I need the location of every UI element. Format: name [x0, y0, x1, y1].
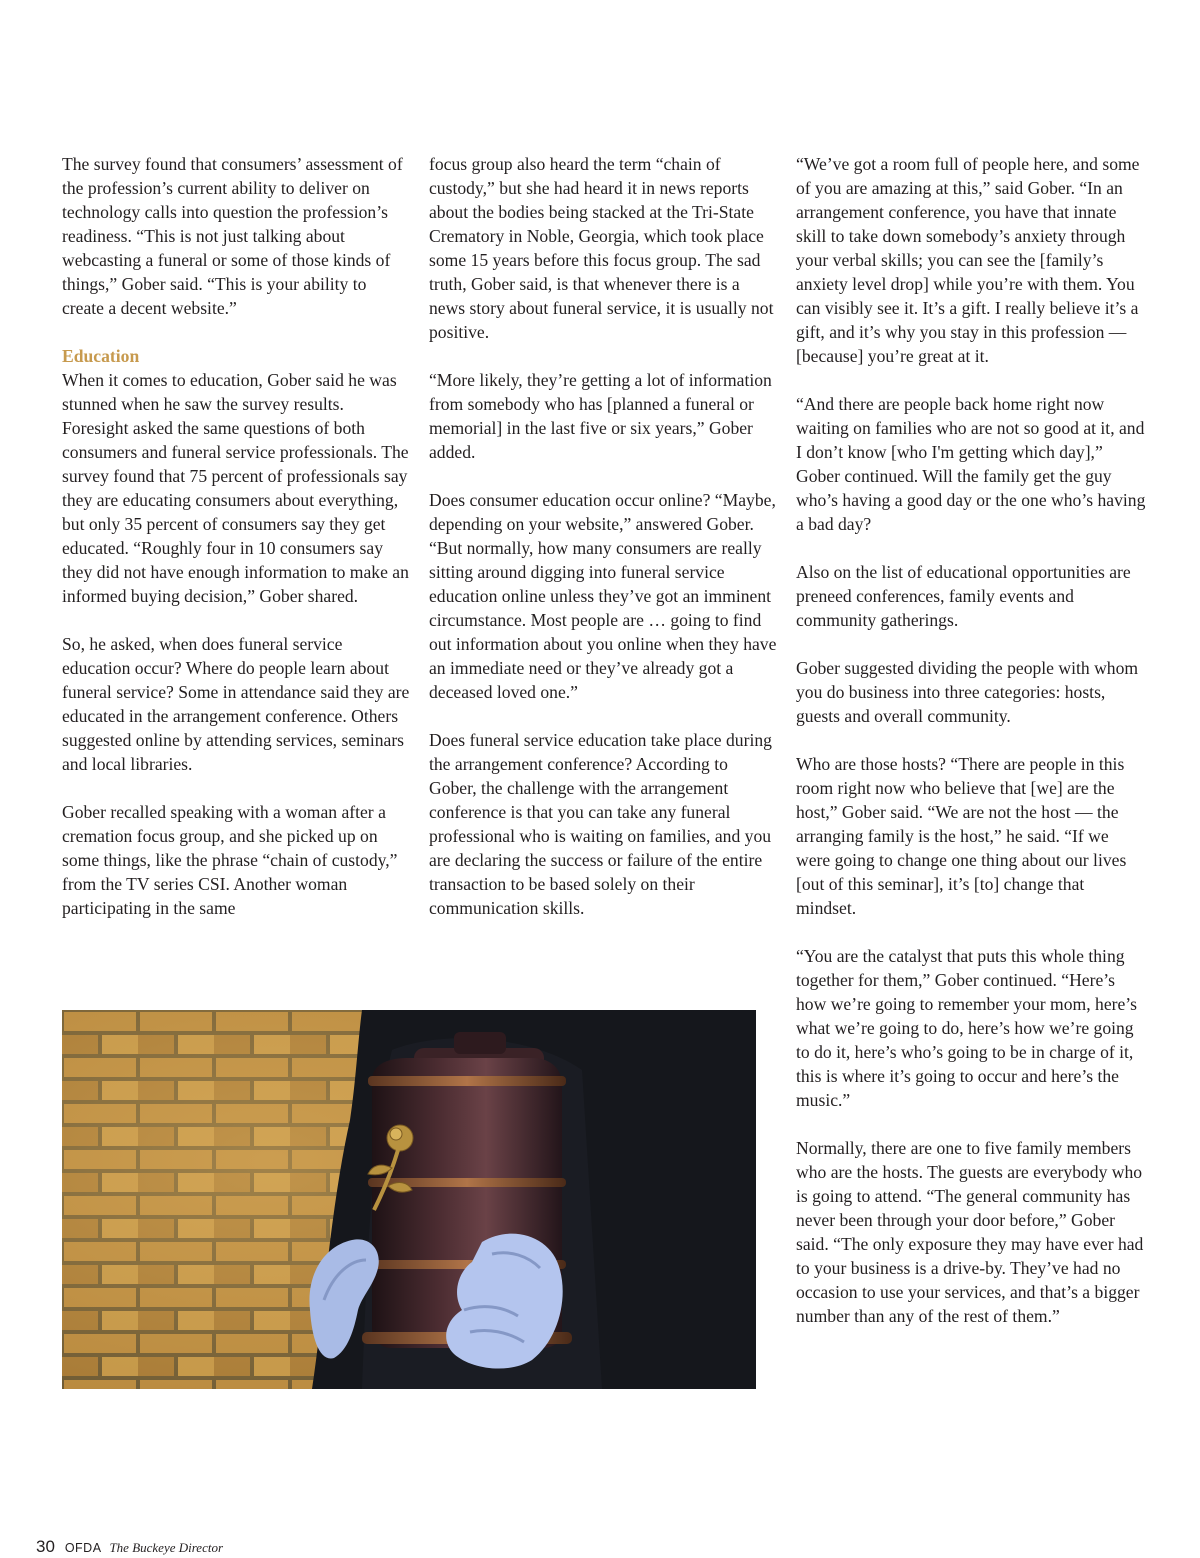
paragraph: When it comes to education, Gober said he was stunned when he saw the survey results. Foresight asked the same questions of both consumers and funeral service professionals. The survey found that 75 percent of professionals say they are educating consumers about everything, but only 35 percent of consumers say they get educated. “Roughly four in 10 consumers say they did not have enough information to make an informed buying decision,” Gober shared. [62, 370, 409, 606]
paragraph: “More likely, they’re getting a lot of information from somebody who has [planned a funeral or memorial] in the last five or six years,” Gober added. [429, 370, 772, 462]
article-column-2 [429, 152, 779, 920]
paragraph: “And there are people back home right now waiting on families who are not so good at it, and I don’t know [who I'm getting which day],” Gober continued. Will the family get the guy who’s having a good day or the one who’s having a bad day? [796, 394, 1146, 534]
paragraph: Does funeral service education take place during the arrangement conference? According to Gober, the challenge with the arrangement conference is that you can take any funeral professional who is waiting on families, and you are declaring the success or failure of the entire transaction to be based solely on their communication skills. [429, 730, 772, 918]
paragraph: So, he asked, when does funeral service education occur? Where do people learn about funeral service? Some in attendance said they are educated in the arrangement conference. Others suggested online by attending services, seminars and local libraries. [62, 634, 410, 774]
paragraph: focus group also heard the term “chain of custody,” but she had heard it in news reports about the bodies being stacked at the Tri-State Crematory in Noble, Georgia, which took place some 15 years before this focus group. The sad truth, Gober said, is that whenever there is a news story about funeral service, it is usually not positive. [429, 154, 774, 342]
section-heading-education: Education [62, 346, 140, 366]
article-column-1 [62, 152, 412, 920]
paragraph: Normally, there are one to five family members who are the hosts. The guests are everybody who is going to attend. “The general community has never been through your door before,” Gober said. “The only exposure they may have ever had to your business is a drive-by. They’ve had no occasion to use your services, and that’s a bigger number than any of the rest of them.” [796, 1138, 1144, 1326]
paragraph: Who are those hosts? “There are people in this room right now who believe that [we] are the host,” Gober said. “We are not the host — the arranging family is the host,” he said. “If we were going to change one thing about our lives [out of this seminar], it’s [to] change that mindset. [796, 754, 1127, 918]
paragraph: The survey found that consumers’ assessment of the profession’s current ability to deliver on technology calls into question the profession’s readiness. “This is not just talking about webcasting a funeral or some of those kinds of things,” Gober said. “This is your ability to create a decent website.” [62, 154, 403, 318]
footer-brand: OFDA [64, 1541, 102, 1555]
paragraph: Gober recalled speaking with a woman after a cremation focus group, and she picked up on some things, like the phrase “chain of custody,” from the TV series CSI. Another woman participating in the same [62, 802, 398, 918]
urn-photo [62, 1010, 756, 1389]
publication-title: The Buckeye Director [109, 1540, 224, 1555]
paragraph: Also on the list of educational opportunities are preneed conferences, family events and community gatherings. [796, 562, 1131, 630]
article-column-3 [796, 152, 1146, 1328]
paragraph: “You are the catalyst that puts this whole thing together for them,” Gober continued. “Here’s how we’re going to remember your mom, here’s what we’re going to do, here’s how we’re going to do it, here’s who’s going to be in charge of it, this is where it’s going to occur and here’s the music.” [796, 946, 1138, 1110]
page-footer [36, 1537, 223, 1558]
paragraph: Does consumer education occur online? “Maybe, depending on your website,” answered Gober. “But normally, how many consumers are really sitting around digging into funeral service education online unless they’ve got an imminent circumstance. Most people are … going to find out information about you online when they have an immediate need or they’ve already got a deceased loved one.” [429, 490, 777, 702]
page-number: 30 [36, 1537, 55, 1556]
paragraph: “We’ve got a room full of people here, and some of you are amazing at this,” said Gober. “In an arrangement conference, you have that innate skill to take down somebody’s anxiety through your verbal skills; you can see the [family’s anxiety level drop] while you’re with them. You can visibly see it. It’s a gift. I really believe it’s a gift, and it’s why you stay in this profession — [because] you’re great at it. [796, 154, 1140, 366]
paragraph: Gober suggested dividing the people with whom you do business into three categories: hosts, guests and overall community. [796, 658, 1139, 726]
